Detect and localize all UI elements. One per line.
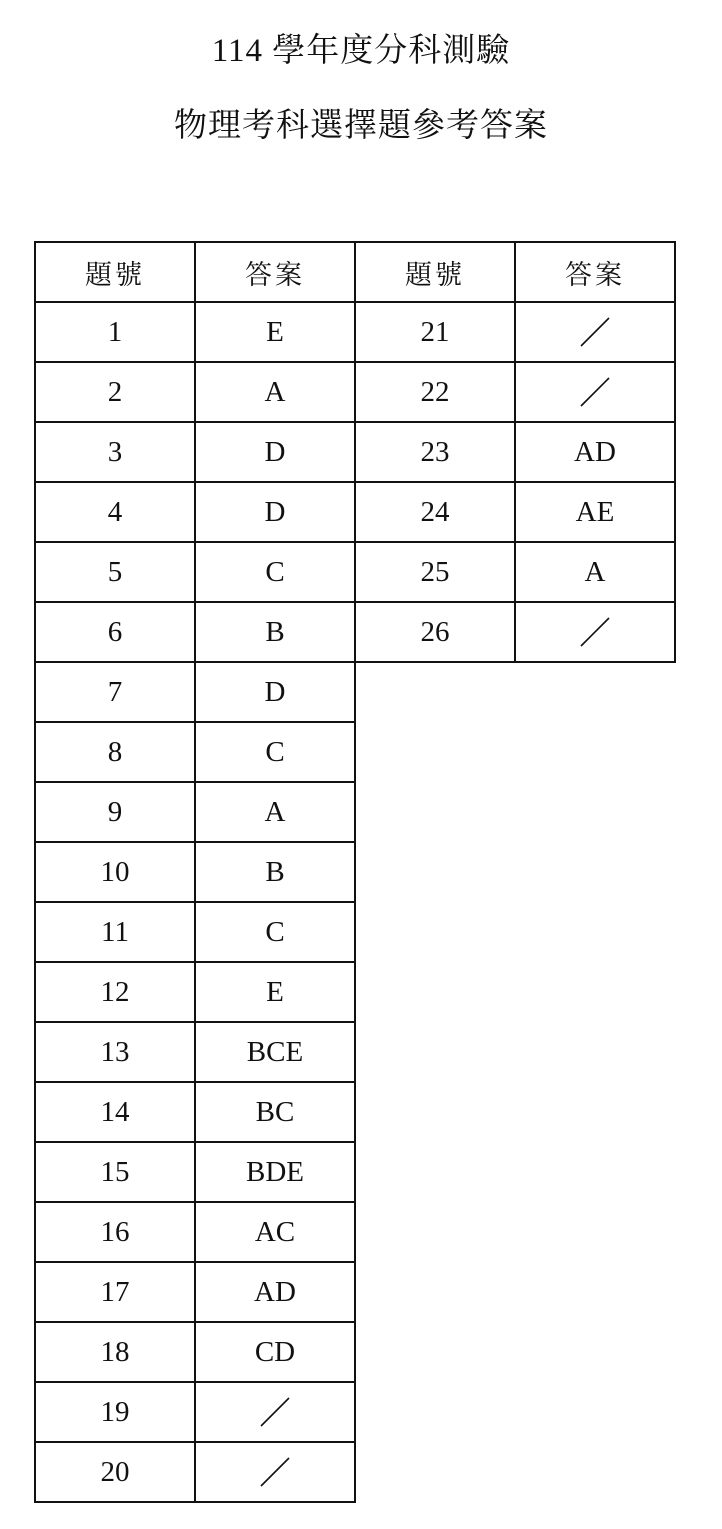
slash-mark-icon bbox=[577, 314, 613, 350]
empty-cell bbox=[515, 1142, 675, 1202]
exam-title: 114 學年度分科測驗 bbox=[211, 33, 511, 69]
answer-cell bbox=[515, 602, 675, 662]
empty-cell bbox=[355, 1142, 515, 1202]
question-number-cell: 18 bbox=[35, 1322, 195, 1382]
answer-cell: AD bbox=[195, 1262, 355, 1322]
table-row bbox=[35, 1382, 675, 1442]
question-number-cell: 11 bbox=[35, 902, 195, 962]
question-number-cell: 19 bbox=[35, 1382, 195, 1442]
question-number-cell: 22 bbox=[355, 362, 515, 422]
empty-cell bbox=[355, 1082, 515, 1142]
table-row bbox=[35, 1082, 675, 1142]
question-number-cell: 26 bbox=[355, 602, 515, 662]
header-answer-left: 答案 bbox=[195, 242, 355, 302]
question-number-cell: 8 bbox=[35, 722, 195, 782]
table-row bbox=[35, 602, 675, 662]
header-row bbox=[35, 242, 675, 302]
question-number-cell: 7 bbox=[35, 662, 195, 722]
answer-cell: BDE bbox=[195, 1142, 355, 1202]
answer-cell: A bbox=[195, 782, 355, 842]
question-number-cell: 3 bbox=[35, 422, 195, 482]
answer-cell: C bbox=[195, 902, 355, 962]
empty-cell bbox=[355, 1262, 515, 1322]
answer-cell bbox=[515, 302, 675, 362]
answer-cell: BC bbox=[195, 1082, 355, 1142]
table-row bbox=[35, 782, 675, 842]
empty-cell bbox=[515, 662, 675, 722]
table-row bbox=[35, 482, 675, 542]
header-question-number-left: 題號 bbox=[35, 242, 195, 302]
table-row bbox=[35, 1322, 675, 1382]
answer-cell: AE bbox=[515, 482, 675, 542]
answer-cell: D bbox=[195, 422, 355, 482]
question-number-cell: 2 bbox=[35, 362, 195, 422]
empty-cell bbox=[515, 722, 675, 782]
answer-cell: A bbox=[195, 362, 355, 422]
table-row bbox=[35, 422, 675, 482]
question-number-cell: 17 bbox=[35, 1262, 195, 1322]
answer-cell: B bbox=[195, 842, 355, 902]
slash-mark-icon bbox=[577, 374, 613, 410]
empty-cell bbox=[515, 1442, 675, 1502]
answer-body bbox=[35, 302, 675, 1502]
header-answer-right: 答案 bbox=[515, 242, 675, 302]
question-number-cell: 14 bbox=[35, 1082, 195, 1142]
answer-cell: CD bbox=[195, 1322, 355, 1382]
answer-cell: B bbox=[195, 602, 355, 662]
table-row bbox=[35, 902, 675, 962]
answer-cell: E bbox=[195, 302, 355, 362]
question-number-cell: 1 bbox=[35, 302, 195, 362]
empty-cell bbox=[515, 842, 675, 902]
question-number-cell: 25 bbox=[355, 542, 515, 602]
header-question-number-right: 題號 bbox=[355, 242, 515, 302]
question-number-cell: 5 bbox=[35, 542, 195, 602]
answer-cell: C bbox=[195, 722, 355, 782]
empty-cell bbox=[355, 902, 515, 962]
answer-table bbox=[34, 241, 676, 1503]
table-row bbox=[35, 962, 675, 1022]
answer-cell: AC bbox=[195, 1202, 355, 1262]
empty-cell bbox=[355, 962, 515, 1022]
exam-subtitle: 物理考科選擇題參考答案 bbox=[174, 108, 548, 144]
question-number-cell: 20 bbox=[35, 1442, 195, 1502]
question-number-cell: 9 bbox=[35, 782, 195, 842]
table-row bbox=[35, 722, 675, 782]
table-row bbox=[35, 1262, 675, 1322]
table-row bbox=[35, 362, 675, 422]
empty-cell bbox=[355, 1202, 515, 1262]
empty-cell bbox=[515, 962, 675, 1022]
question-number-cell: 23 bbox=[355, 422, 515, 482]
question-number-cell: 4 bbox=[35, 482, 195, 542]
answer-cell: BCE bbox=[195, 1022, 355, 1082]
question-number-cell: 15 bbox=[35, 1142, 195, 1202]
question-number-cell: 21 bbox=[355, 302, 515, 362]
answer-cell bbox=[515, 362, 675, 422]
table-row bbox=[35, 842, 675, 902]
empty-cell bbox=[515, 1082, 675, 1142]
table-row bbox=[35, 1142, 675, 1202]
empty-cell bbox=[515, 1022, 675, 1082]
answer-cell: C bbox=[195, 542, 355, 602]
empty-cell bbox=[355, 1322, 515, 1382]
question-number-cell: 24 bbox=[355, 482, 515, 542]
empty-cell bbox=[355, 722, 515, 782]
empty-cell bbox=[355, 1382, 515, 1442]
empty-cell bbox=[355, 1022, 515, 1082]
answer-cell: A bbox=[515, 542, 675, 602]
empty-cell bbox=[355, 662, 515, 722]
empty-cell bbox=[355, 782, 515, 842]
answer-cell: AD bbox=[515, 422, 675, 482]
answer-cell bbox=[195, 1382, 355, 1442]
empty-cell bbox=[515, 1382, 675, 1442]
slash-mark-icon bbox=[257, 1454, 293, 1490]
empty-cell bbox=[515, 1322, 675, 1382]
answer-cell bbox=[195, 1442, 355, 1502]
answer-cell: D bbox=[195, 482, 355, 542]
table-row bbox=[35, 302, 675, 362]
empty-cell bbox=[515, 1262, 675, 1322]
table-row bbox=[35, 542, 675, 602]
question-number-cell: 16 bbox=[35, 1202, 195, 1262]
question-number-cell: 6 bbox=[35, 602, 195, 662]
table-row bbox=[35, 1022, 675, 1082]
empty-cell bbox=[355, 1442, 515, 1502]
slash-mark-icon bbox=[577, 614, 613, 650]
table-row bbox=[35, 1442, 675, 1502]
answer-cell: E bbox=[195, 962, 355, 1022]
empty-cell bbox=[515, 1202, 675, 1262]
question-number-cell: 12 bbox=[35, 962, 195, 1022]
table-row bbox=[35, 662, 675, 722]
empty-cell bbox=[515, 902, 675, 962]
empty-cell bbox=[355, 842, 515, 902]
answer-cell: D bbox=[195, 662, 355, 722]
table-row bbox=[35, 1202, 675, 1262]
slash-mark-icon bbox=[257, 1394, 293, 1430]
empty-cell bbox=[515, 782, 675, 842]
question-number-cell: 10 bbox=[35, 842, 195, 902]
question-number-cell: 13 bbox=[35, 1022, 195, 1082]
